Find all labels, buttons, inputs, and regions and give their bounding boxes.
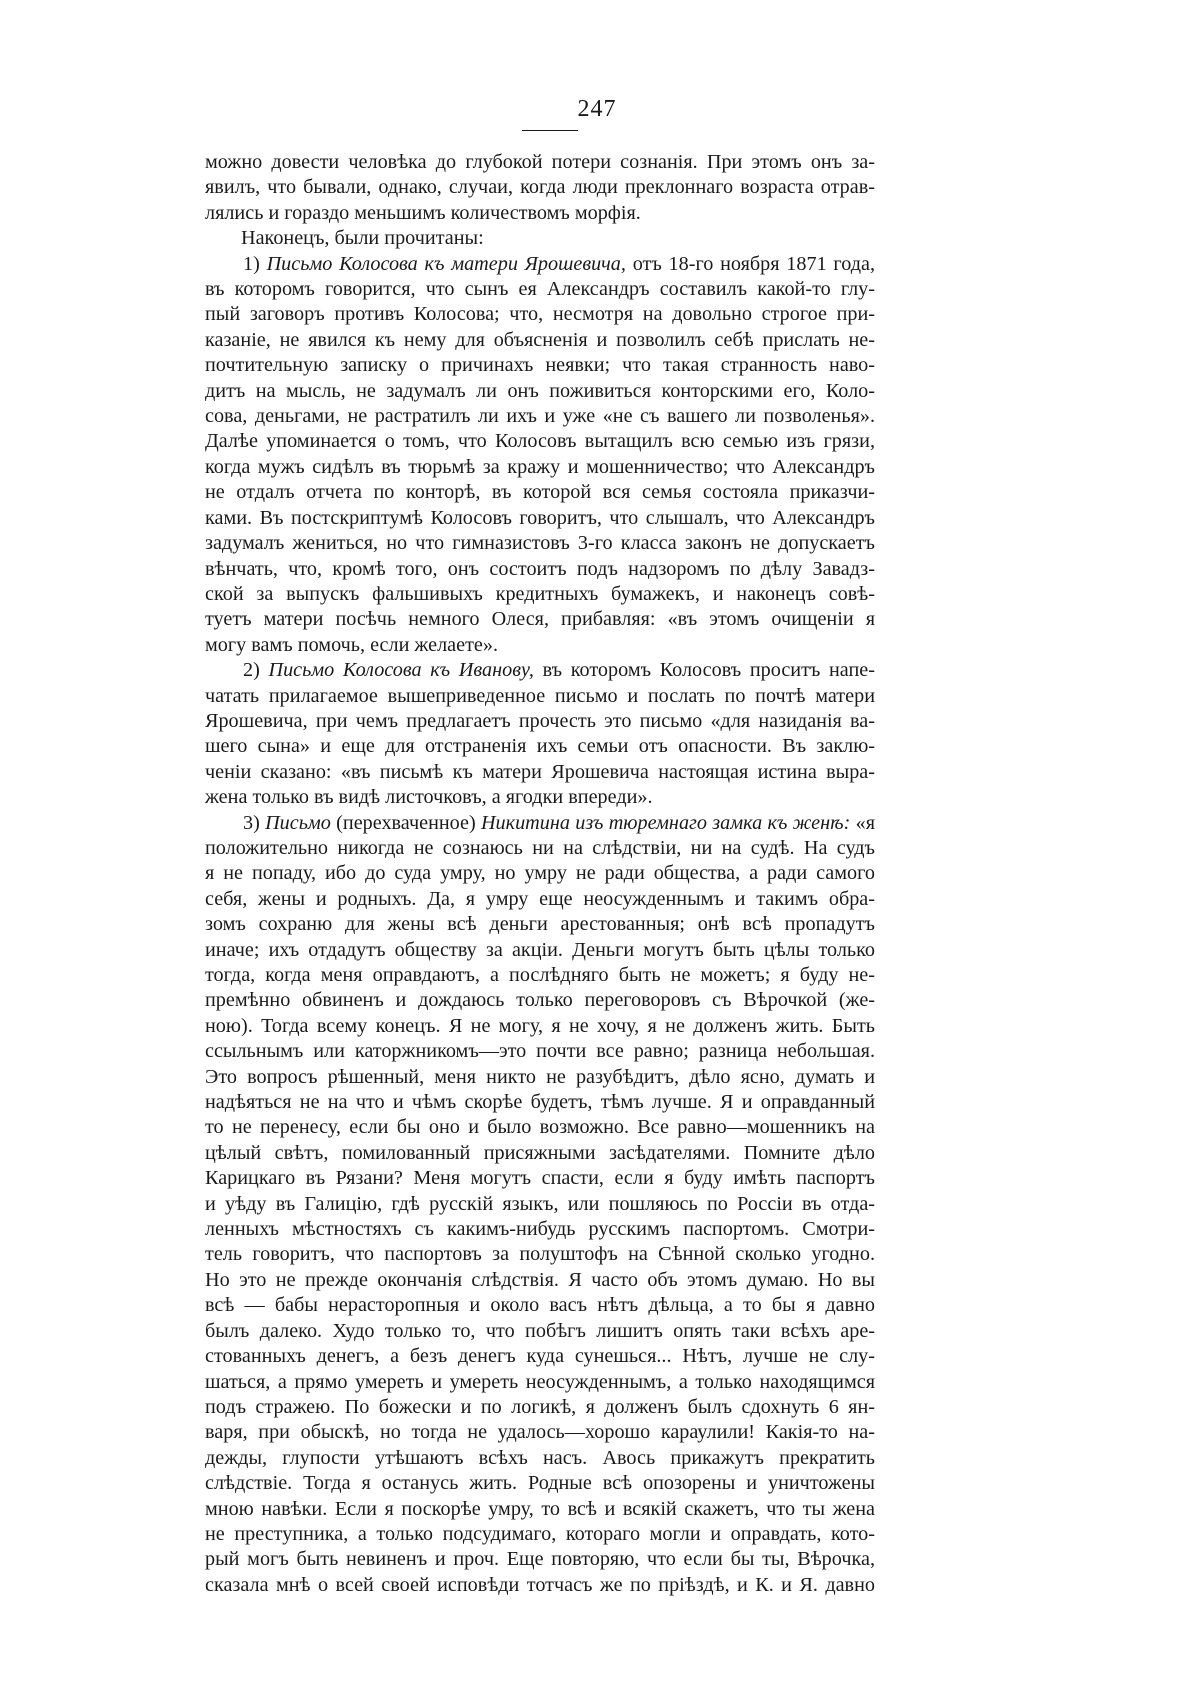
- text-line: всѣ — бабы нерасторопныя и около васъ нѣтъ дѣльца, а то бы я давно: [205, 1294, 875, 1317]
- text-line: ченіи сказано: «въ письмѣ къ матери Ярошевича настоящая истина выра-: [205, 760, 875, 783]
- text-line: Далѣе упоминается о томъ, что Колосовъ вытащилъ всю семью изъ грязи,: [205, 430, 875, 453]
- text-line: дитъ на мысль, не задумалъ ли онъ поживиться конторскими его, Коло-: [205, 379, 875, 402]
- text-line: туетъ матери посѣчь немного Олеся, прибавляя: «въ этомъ очищеніи я: [205, 608, 875, 631]
- text-line: не преступника, а только подсудимаго, котораго могли и оправдать, кото-: [205, 1522, 875, 1545]
- text-line: могу вамъ помочь, если желаете».: [205, 633, 498, 656]
- text-line: ками. Въ постскриптумѣ Колосовъ говоритъ, что слышалъ, что Александръ: [205, 506, 875, 529]
- text-line: иначе; ихъ отдадутъ обществу за акціи. Деньги могутъ быть цѣлы только: [205, 938, 875, 961]
- text-line: задумалъ жениться, но что гимназистовъ 3-го класса законъ не допускаетъ: [205, 532, 875, 555]
- text-line: тель говоритъ, что паспортовъ за полуштофъ на Сѣнной сколько угодно.: [205, 1243, 875, 1266]
- text-line: чатать прилагаемое вышеприведенное письмо и послать по почтѣ матери: [205, 684, 875, 707]
- text-line: премѣнно обвиненъ и дождаюсь только переговоровъ съ Вѣрочкой (же-: [205, 989, 875, 1012]
- letter-title: Письмо Колосова къ матери Ярошевича,: [266, 252, 626, 275]
- page-number-underline: [522, 130, 578, 131]
- text-line: вѣнчать, что, кромѣ того, онъ состоитъ подъ надзоромъ по дѣлу Завадз-: [205, 557, 875, 580]
- text-run: (перехваченное): [330, 811, 481, 834]
- text-line: шаться, а прямо умереть и умереть неосужденнымъ, а только находящимся: [205, 1370, 875, 1393]
- text-line: я не попаду, ибо до суда умру, но умру не ради общества, а ради самого: [205, 862, 875, 885]
- text-line: пый заговоръ противъ Колосова; что, несмотря на довольно строгое при-: [205, 303, 875, 326]
- item-number: 1): [243, 252, 267, 275]
- text-line: Но это не прежде окончанія слѣдствія. Я часто объ этомъ думаю. Но вы: [205, 1268, 875, 1291]
- text-line: [205, 252, 875, 277]
- text-line: Это вопросъ рѣшенный, меня никто не разубѣдитъ, дѣло ясно, думать и: [205, 1065, 875, 1088]
- text-line: и уѣду въ Галицію, гдѣ русскій языкъ, или пошляюсь по Россіи въ отда-: [205, 1192, 875, 1215]
- letter-title: Письмо Колосова къ Иванову,: [268, 659, 534, 682]
- text-line: то не перенесу, если бы оно и было возможно. Все равно—мошенникъ на: [205, 1116, 875, 1139]
- text-line: шего сына» и еще для отстраненія ихъ семьи отъ опасности. Въ заклю-: [205, 735, 875, 758]
- text-line: варя, при обыскѣ, но тогда не удалось—хорошо караулили! Какія-то на-: [205, 1421, 875, 1444]
- text-run: «я: [850, 811, 875, 834]
- text-line: ною). Тогда всему конецъ. Я не могу, я не хочу, я не долженъ жить. Быть: [205, 1014, 875, 1037]
- text-run: въ которомъ Колосовъ проситъ напе-: [533, 659, 875, 682]
- text-line: зомъ сохраню для жены всѣ деньги арестованныя; онѣ всѣ пропадутъ: [205, 913, 875, 936]
- letter-title: Письмо: [265, 811, 331, 834]
- item-number: 3): [243, 811, 266, 834]
- text-line: Ярошевича, при чемъ предлагаетъ прочесть это письмо «для назиданія ва-: [205, 709, 875, 732]
- body-text: [205, 150, 875, 1598]
- letter-title: Никитина изъ тюремнаго замка къ женѣ:: [480, 811, 851, 834]
- text-line: слѣдствіе. Тогда я останусь жить. Родные всѣ опозорены и уничтожены: [205, 1472, 875, 1495]
- text-line: Наконецъ, были прочитаны:: [241, 227, 484, 250]
- text-line: цѣлый свѣтъ, помилованный присяжными засѣдателями. Помните дѣло: [205, 1141, 875, 1164]
- text-line: ской за выпускъ фальшивыхъ кредитныхъ бумажекъ, и наконецъ совѣ-: [205, 582, 875, 605]
- text-line: ссыльнымъ или каторжникомъ—это почти все равно; разница небольшая.: [205, 1040, 875, 1063]
- text-line: рый могъ быть невиненъ и проч. Еще повторяю, что если бы ты, Вѣрочка,: [205, 1548, 875, 1571]
- text-line: [205, 658, 875, 683]
- text-line: подъ стражею. По божески и по логикѣ, я долженъ былъ сдохнуть 6 ян-: [205, 1395, 875, 1418]
- text-line: тогда, когда меня оправдаютъ, а послѣдняго быть не можетъ; я буду не-: [205, 964, 875, 986]
- item-number: 2): [243, 659, 269, 682]
- text-line: сова, деньгами, не растратилъ ли ихъ и уже «не съ вашего ли позволенья».: [205, 405, 875, 428]
- text-line: почтительную записку о причинахъ неявки; что такая странность наво-: [205, 354, 875, 377]
- text-line: казаніе, не явился къ нему для объясненія и позволилъ себѣ прислать не-: [205, 328, 875, 351]
- text-line: жена только въ видѣ листочковъ, а ягодки впереди».: [205, 786, 653, 809]
- text-line: ленныхъ мѣстностяхъ съ какимъ-нибудь русскимъ паспортомъ. Смотри-: [205, 1218, 875, 1241]
- text-line: Карицкаго въ Рязани? Меня могутъ спасти, если я буду имѣть паспортъ: [205, 1167, 875, 1190]
- text-line: былъ далеко. Худо только то, что побѣгъ лишитъ опять таки всѣхъ аре-: [205, 1319, 875, 1342]
- text-line: можно довести человѣка до глубокой потери сознанія. При этомъ онъ за-: [205, 151, 875, 173]
- text-line: явилъ, что бывали, однако, случаи, когда люди преклоннаго возраста отрав-: [205, 176, 875, 199]
- text-line: себя, жены и родныхъ. Да, я умру еще неосужденнымъ и такимъ обра-: [205, 887, 875, 910]
- text-line: въ которомъ говорится, что сынъ ея Александръ составилъ какой-то глу-: [205, 278, 875, 301]
- text-line: лялись и гораздо меньшимъ количествомъ морфія.: [205, 201, 641, 224]
- page-number: 247: [577, 96, 617, 122]
- text-line: не отдалъ отчета по конторѣ, въ которой вся семья состояла приказчи-: [205, 481, 875, 504]
- text-line: положительно никогда не сознаюсь ни на слѣдствіи, ни на судѣ. На судъ: [205, 836, 875, 859]
- text-line: надѣяться не на что и чѣмъ скорѣе будетъ, тѣмъ лучше. Я и оправданный: [205, 1091, 875, 1114]
- text-line: сказала мнѣ о всей своей исповѣди тотчасъ же по пріѣздѣ, и К. и Я. давно: [205, 1573, 875, 1596]
- text-line: мною навѣки. Если я поскорѣе умру, то всѣ и всякій скажетъ, что ты жена: [205, 1497, 875, 1520]
- text-line: [205, 811, 875, 836]
- text-line: когда мужъ сидѣлъ въ тюрьмѣ за кражу и мошенничество; что Александръ: [205, 455, 875, 478]
- text-line: дежды, глупости утѣшаютъ всѣхъ насъ. Авось прикажутъ прекратить: [205, 1446, 875, 1469]
- text-line: стованныхъ денегъ, а безъ денегъ куда сунешься... Нѣтъ, лучше не слу-: [205, 1345, 875, 1368]
- text-run: отъ 18-го ноября 1871 года,: [625, 252, 875, 275]
